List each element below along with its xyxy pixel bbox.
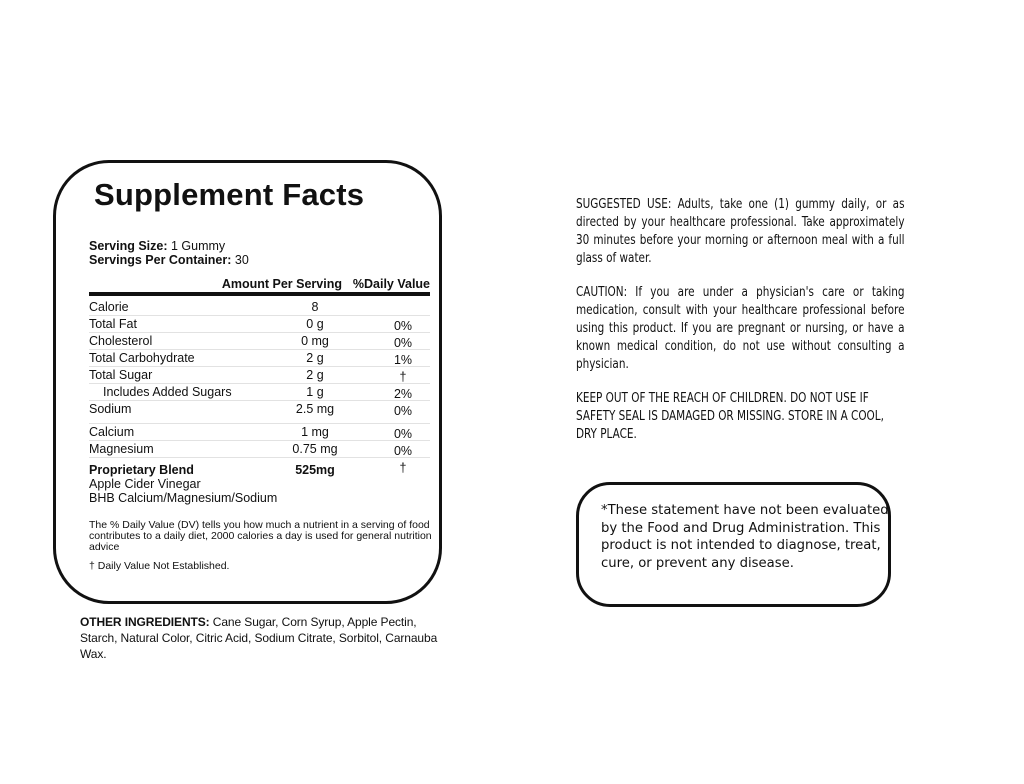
blend-dv: †: [399, 461, 407, 475]
nutrient-amount: 2.5 mg: [295, 402, 335, 416]
nutrient-amount: 1 mg: [301, 425, 329, 439]
keep-out-warning: KEEP OUT OF THE REACH OF CHILDREN. DO NOT USE IF SAFETY SEAL IS DAMAGED OR MISSING. STORE IN A COOL, DRY PLACE.: [576, 390, 884, 442]
nutrient-row: [89, 333, 430, 350]
nutrient-row: [89, 367, 430, 384]
blend-amount: 525mg: [295, 463, 335, 477]
nutrient-amount: 0.75 mg: [292, 442, 338, 456]
nutrient-row: [89, 401, 430, 424]
nutrient-row: [89, 424, 430, 441]
nutrient-table: [89, 299, 430, 458]
serving-size-value: 1 Gummy: [170, 239, 226, 253]
nutrient-name: Sodium: [89, 402, 132, 416]
proprietary-blend: [89, 463, 430, 505]
servings-per-container-label: Servings Per Container:: [89, 253, 232, 267]
nutrient-dv: 1%: [393, 353, 413, 367]
nutrient-name: Calorie: [89, 300, 129, 314]
nutrient-name: Total Sugar: [89, 368, 153, 382]
nutrient-name: Magnesium: [89, 442, 154, 456]
nutrient-amount: 0 mg: [301, 334, 329, 348]
nutrient-amount: 2 g: [306, 368, 324, 382]
nutrient-row: [89, 299, 430, 316]
servings-per-container-value: 30: [234, 253, 249, 267]
nutrient-name: Includes Added Sugars: [103, 385, 232, 399]
nutrient-dv: †: [399, 370, 407, 384]
amount-per-serving-header: Amount Per Serving: [221, 277, 342, 291]
nutrient-row: [89, 316, 430, 333]
nutrient-name: Total Carbohydrate: [89, 351, 195, 365]
nutrient-name: Total Fat: [89, 317, 137, 331]
fda-disclaimer-box: [576, 482, 891, 607]
other-ingredients: [80, 614, 450, 662]
nutrient-name: Cholesterol: [89, 334, 153, 348]
serving-info: [89, 239, 249, 267]
other-ingredients-text: Cane Sugar, Corn Syrup, Apple Pectin, Starch, Natural Color, Citric Acid, Sodium Citrate, Sorbitol, Carnauba Wax.: [80, 615, 438, 661]
serving-size-label: Serving Size:: [89, 239, 168, 253]
nutrient-dv: 0%: [393, 444, 413, 458]
nutrient-amount: 2 g: [306, 351, 324, 365]
nutrient-dv: 0%: [393, 336, 413, 350]
facts-title: Supplement Facts: [94, 177, 365, 212]
nutrient-row: [89, 384, 430, 401]
nutrient-row: [89, 441, 430, 458]
dagger-footnote: † Daily Value Not Established.: [89, 560, 230, 572]
nutrient-amount: 8: [311, 300, 319, 314]
nutrient-name: Calcium: [89, 425, 135, 439]
nutrient-dv: 0%: [393, 319, 413, 333]
suggested-use-text: SUGGESTED USE: Adults, take one (1) gummy daily, or as directed by your healthcare professional. Take approximately 30 minutes before your morning or afternoon meal with a full glass of water.: [576, 196, 905, 266]
blend-title: Proprietary Blend: [89, 463, 194, 477]
nutrient-row: [89, 350, 430, 367]
nutrient-dv: 2%: [393, 387, 413, 401]
facts-column-header: [89, 277, 430, 296]
daily-value-footnote: The % Daily Value (DV) tells you how much a nutrient in a serving of food contributes to a daily diet, 2000 calories a day is used for general nutrition advice: [89, 519, 432, 553]
other-ingredients-label: OTHER INGREDIENTS:: [80, 615, 210, 629]
nutrient-dv: 0%: [393, 404, 413, 418]
blend-ingredient: Apple Cider Vinegar: [89, 477, 201, 491]
fda-disclaimer-text: *These statement have not been evaluated by the Food and Drug Administration. This product is not intended to diagnose, treat, cure, or prevent any disease.: [601, 503, 889, 571]
caution-text: CAUTION: If you are under a physician's care or taking medication, consult with your healthcare professional before using this product. If you are pregnant or nursing, or have a known medical condition, do not use without consulting a physician.: [576, 284, 905, 372]
nutrient-amount: 1 g: [306, 385, 324, 399]
nutrient-amount: 0 g: [306, 317, 324, 331]
blend-ingredient: BHB Calcium/Magnesium/Sodium: [89, 491, 278, 505]
nutrient-dv: 0%: [393, 427, 413, 441]
daily-value-header: %Daily Value: [352, 277, 430, 291]
supplement-facts-panel: [53, 160, 442, 604]
